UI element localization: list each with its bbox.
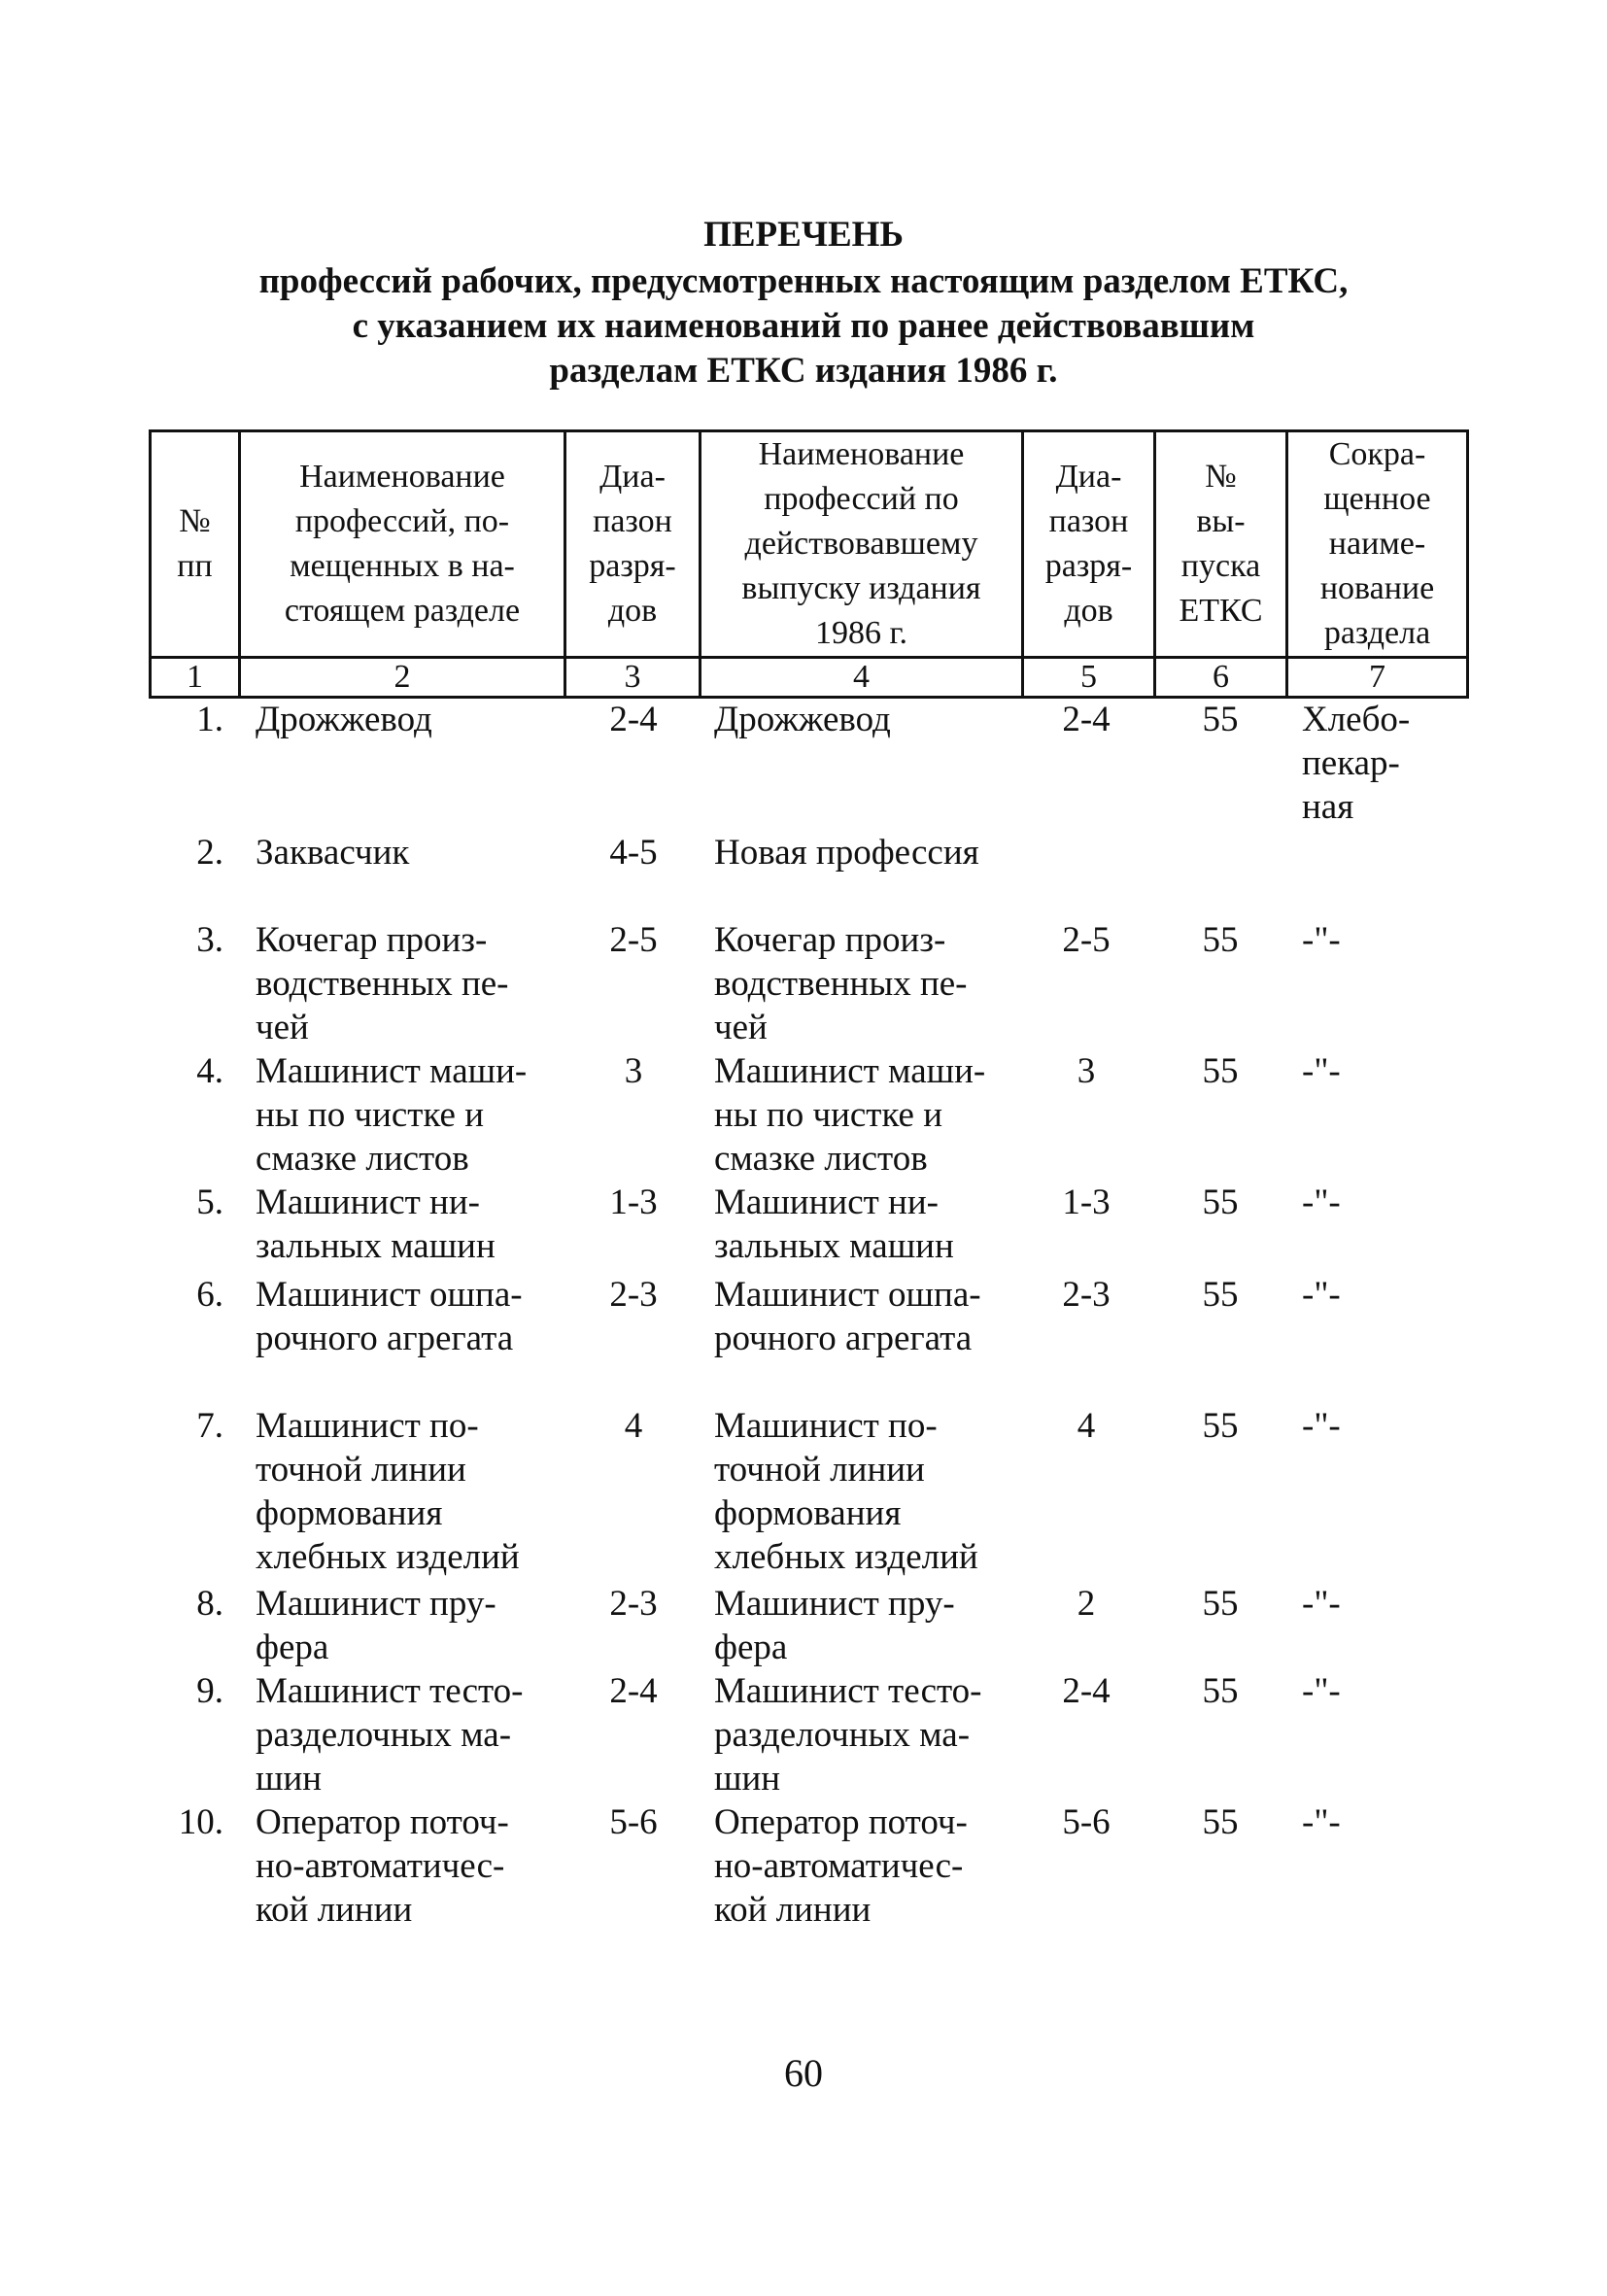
cell-section — [1302, 698, 1448, 829]
cell-line: фера — [256, 1628, 329, 1667]
cell-line: 2-3 — [609, 1275, 658, 1315]
header-line: профессий по — [764, 481, 959, 517]
cell-line: -"- — [1302, 1051, 1341, 1091]
cell-line: 55 — [1202, 1802, 1239, 1842]
cell-old-range — [1028, 1404, 1145, 1448]
header-line: пазон — [1048, 503, 1129, 539]
cell-line: 5. — [196, 1182, 223, 1222]
cell-name — [256, 1181, 496, 1268]
cell-line: Машинист тесто- — [714, 1671, 982, 1711]
cell-line: зальных машин — [256, 1226, 496, 1266]
title-line-1: ПЕРЕЧЕНЬ — [703, 215, 904, 255]
header-line: пп — [177, 548, 213, 584]
cell-line: Машинист тесто- — [256, 1671, 524, 1711]
cell-issue — [1162, 1181, 1279, 1224]
cell-line: 2-4 — [609, 700, 658, 739]
cell-old — [714, 918, 968, 1049]
cell-old — [714, 1181, 954, 1268]
header-line: щенное — [1323, 481, 1431, 517]
cell-issue — [1162, 1049, 1279, 1093]
cell-line: ны по чистке и — [256, 1095, 484, 1135]
cell-line: ная — [1302, 787, 1354, 827]
header-col-5 — [1023, 431, 1155, 658]
cell-line: -"- — [1302, 1406, 1341, 1446]
cell-line: Машинист ни- — [714, 1182, 939, 1222]
col-number: 1 — [151, 658, 240, 698]
cell-line: шин — [256, 1759, 323, 1799]
cell-range — [575, 1582, 692, 1626]
cell-line: 3. — [196, 920, 223, 960]
cell-n — [146, 1273, 223, 1317]
header-line: стоящем разделе — [284, 593, 521, 629]
cell-range — [575, 1404, 692, 1448]
cell-old — [714, 831, 979, 874]
cell-range — [575, 1273, 692, 1317]
title-line-4: разделам ЕТКС издания 1986 г. — [549, 351, 1058, 391]
cell-line: формования — [256, 1493, 443, 1533]
cell-line: рочного агрегата — [714, 1319, 973, 1358]
cell-issue — [1162, 1800, 1279, 1844]
cell-line: Машинист ошпа- — [256, 1275, 523, 1315]
cell-old — [714, 1800, 968, 1932]
header-col-1 — [151, 431, 240, 658]
cell-section — [1302, 1404, 1448, 1448]
cell-line: пекар- — [1302, 743, 1400, 783]
cell-line: кой линии — [256, 1890, 413, 1930]
cell-line: Хлебо- — [1302, 700, 1411, 739]
cell-line: -"- — [1302, 1182, 1341, 1222]
cell-name — [256, 1800, 509, 1932]
header-line: Наименование — [758, 436, 965, 472]
header-line: Сокра- — [1328, 436, 1426, 472]
cell-section — [1302, 1800, 1448, 1844]
cell-line: Машинист по- — [714, 1406, 938, 1446]
cell-n — [146, 698, 223, 741]
cell-line: Заквасчик — [256, 833, 410, 873]
header-line: раздела — [1323, 615, 1431, 651]
cell-old — [714, 1669, 982, 1800]
header-line: вы- — [1196, 503, 1246, 539]
cell-issue — [1162, 1273, 1279, 1317]
cell-range — [575, 831, 692, 874]
cell-old — [714, 1273, 981, 1360]
cell-old — [714, 1049, 985, 1181]
cell-line: точной линии — [714, 1450, 925, 1490]
cell-line: чей — [714, 1008, 768, 1047]
cell-range — [575, 1049, 692, 1093]
cell-line: точной линии — [256, 1450, 466, 1490]
cell-old — [714, 698, 891, 741]
header-line: 1986 г. — [814, 615, 908, 651]
cell-line: 55 — [1202, 1051, 1239, 1091]
cell-line: Кочегар произ- — [256, 920, 488, 960]
cell-line: 3 — [624, 1051, 643, 1091]
cell-line: смазке листов — [256, 1139, 469, 1179]
cell-line: Машинист ошпа- — [714, 1275, 981, 1315]
cell-line: 4. — [196, 1051, 223, 1091]
cell-old-range — [1028, 1181, 1145, 1224]
cell-line: хлебных изделий — [714, 1537, 978, 1577]
cell-line: разделочных ма- — [256, 1715, 512, 1755]
header-line: пуска — [1180, 548, 1261, 584]
cell-line: 55 — [1202, 1406, 1239, 1446]
cell-line: разделочных ма- — [714, 1715, 971, 1755]
cell-line: но-автоматичес- — [256, 1846, 505, 1886]
cell-old-range — [1028, 1049, 1145, 1093]
header-line: дов — [1064, 593, 1113, 629]
header-line: действовавшему — [744, 526, 978, 562]
cell-range — [575, 698, 692, 741]
cell-line: 2-5 — [609, 920, 658, 960]
cell-line: 2-3 — [609, 1584, 658, 1624]
cell-old-range — [1028, 698, 1145, 741]
cell-line: 10. — [178, 1802, 223, 1842]
cell-issue — [1162, 1582, 1279, 1626]
cell-section — [1302, 1669, 1448, 1713]
cell-line: 6. — [196, 1275, 223, 1315]
cell-line: Машинист маши- — [714, 1051, 986, 1091]
header-row — [151, 431, 1468, 658]
cell-name — [256, 1669, 524, 1800]
cell-line: смазке листов — [714, 1139, 928, 1179]
cell-n — [146, 1800, 223, 1844]
header-line: № — [179, 503, 211, 539]
header-line: пазон — [593, 503, 672, 539]
header-col-3 — [565, 431, 701, 658]
cell-old-range — [1028, 1273, 1145, 1317]
cell-line: 55 — [1202, 1671, 1239, 1711]
cell-line: Машинист маши- — [256, 1051, 528, 1091]
cell-name — [256, 1582, 496, 1669]
cell-line: Оператор поточ- — [714, 1802, 968, 1842]
cell-line: 55 — [1202, 1275, 1239, 1315]
cell-n — [146, 831, 223, 874]
cell-line: -"- — [1302, 1802, 1341, 1842]
cell-name — [256, 1404, 520, 1579]
cell-line: 2-4 — [609, 1671, 658, 1711]
cell-line: шин — [714, 1759, 781, 1799]
cell-n — [146, 1582, 223, 1626]
cell-line: 4-5 — [609, 833, 658, 873]
col-number: 6 — [1155, 658, 1287, 698]
title-line-2: профессий рабочих, предусмотренных настоящим разделом ЕТКС, — [258, 261, 1349, 301]
cell-line: чей — [256, 1008, 309, 1047]
cell-line: Машинист пру- — [714, 1584, 955, 1624]
cell-line: водственных пе- — [714, 964, 968, 1004]
header-line: разря- — [1044, 548, 1133, 584]
cell-line: Оператор поточ- — [256, 1802, 509, 1842]
cell-line: Новая профессия — [714, 833, 979, 873]
header-col-7 — [1287, 431, 1468, 658]
cell-line: 2. — [196, 833, 223, 873]
cell-line: 9. — [196, 1671, 223, 1711]
cell-line: формования — [714, 1493, 902, 1533]
cell-line: зальных машин — [714, 1226, 954, 1266]
cell-line: Кочегар произ- — [714, 920, 946, 960]
cell-line: 1. — [196, 700, 223, 739]
page-number: 60 — [784, 2051, 823, 2095]
table-header — [149, 429, 1469, 699]
cell-line: 5-6 — [609, 1802, 658, 1842]
cell-line: 5-6 — [1062, 1802, 1111, 1842]
header-line: Наименование — [299, 459, 505, 495]
cell-line: 4 — [1077, 1406, 1096, 1446]
cell-n — [146, 918, 223, 962]
cell-line: 4 — [624, 1406, 643, 1446]
cell-line: 55 — [1202, 700, 1239, 739]
cell-line: Дрожжевод — [256, 700, 432, 739]
cell-old — [714, 1404, 978, 1579]
cell-n — [146, 1181, 223, 1224]
header-col-6 — [1155, 431, 1287, 658]
cell-old-range — [1028, 1800, 1145, 1844]
header-line: нование — [1319, 570, 1435, 606]
header-line: Диа- — [1055, 459, 1122, 495]
cell-line: 2-3 — [1062, 1275, 1111, 1315]
cell-line: -"- — [1302, 1275, 1341, 1315]
cell-line: 2 — [1077, 1584, 1096, 1624]
header-line: Диа- — [599, 459, 666, 495]
cell-line: Машинист ни- — [256, 1182, 480, 1222]
cell-line: 1-3 — [1062, 1182, 1111, 1222]
column-number-row — [151, 658, 1468, 698]
cell-line: -"- — [1302, 1671, 1341, 1711]
cell-line: хлебных изделий — [256, 1537, 520, 1577]
cell-line: 1-3 — [609, 1182, 658, 1222]
header-line: выпуску издания — [741, 570, 981, 606]
cell-line: фера — [714, 1628, 788, 1667]
cell-line: 2-5 — [1062, 920, 1111, 960]
cell-name — [256, 698, 432, 741]
cell-section — [1302, 1181, 1448, 1224]
cell-section — [1302, 1049, 1448, 1093]
col-number: 4 — [701, 658, 1023, 698]
col-number: 5 — [1023, 658, 1155, 698]
header-line: № — [1205, 459, 1237, 495]
cell-issue — [1162, 698, 1279, 741]
cell-line: -"- — [1302, 920, 1341, 960]
cell-issue — [1162, 1404, 1279, 1448]
col-number: 7 — [1287, 658, 1468, 698]
cell-old-range — [1028, 918, 1145, 962]
cell-range — [575, 1800, 692, 1844]
cell-line: 2-4 — [1062, 1671, 1111, 1711]
cell-range — [575, 918, 692, 962]
cell-range — [575, 1181, 692, 1224]
cell-line: 55 — [1202, 1182, 1239, 1222]
cell-section — [1302, 1582, 1448, 1626]
cell-issue — [1162, 1669, 1279, 1713]
cell-name — [256, 1273, 523, 1360]
cell-line: кой линии — [714, 1890, 872, 1930]
cell-line: рочного агрегата — [256, 1319, 514, 1358]
cell-old-range — [1028, 1582, 1145, 1626]
cell-range — [575, 1669, 692, 1713]
header-line: наиме- — [1328, 526, 1426, 562]
cell-line: 2-4 — [1062, 700, 1111, 739]
cell-issue — [1162, 918, 1279, 962]
cell-line: ны по чистке и — [714, 1095, 942, 1135]
cell-line: -"- — [1302, 1584, 1341, 1624]
cell-name — [256, 831, 409, 874]
cell-line: Машинист по- — [256, 1406, 479, 1446]
title-line-3: с указанием их наименований по ранее действовавшим — [352, 306, 1255, 346]
cell-section — [1302, 1273, 1448, 1317]
header-line: мещенных в на- — [290, 548, 515, 584]
header-col-2 — [240, 431, 565, 658]
cell-n — [146, 1404, 223, 1448]
cell-name — [256, 1049, 527, 1181]
header-line: ЕТКС — [1179, 593, 1263, 629]
header-line: профессий, по- — [294, 503, 510, 539]
cell-line: 55 — [1202, 1584, 1239, 1624]
cell-line: Машинист пру- — [256, 1584, 496, 1624]
col-number: 2 — [240, 658, 565, 698]
cell-line: 3 — [1077, 1051, 1096, 1091]
col-number: 3 — [565, 658, 701, 698]
cell-old — [714, 1582, 955, 1669]
cell-line: но-автоматичес- — [714, 1846, 964, 1886]
cell-n — [146, 1669, 223, 1713]
header-line: дов — [607, 593, 658, 629]
cell-line: 55 — [1202, 920, 1239, 960]
cell-line: 8. — [196, 1584, 223, 1624]
cell-old-range — [1028, 1669, 1145, 1713]
cell-section — [1302, 918, 1448, 962]
header-line: разря- — [589, 548, 676, 584]
cell-line: 7. — [196, 1406, 223, 1446]
cell-line: водственных пе- — [256, 964, 509, 1004]
cell-line: Дрожжевод — [714, 700, 891, 739]
header-col-4 — [701, 431, 1023, 658]
cell-name — [256, 918, 509, 1049]
cell-n — [146, 1049, 223, 1093]
